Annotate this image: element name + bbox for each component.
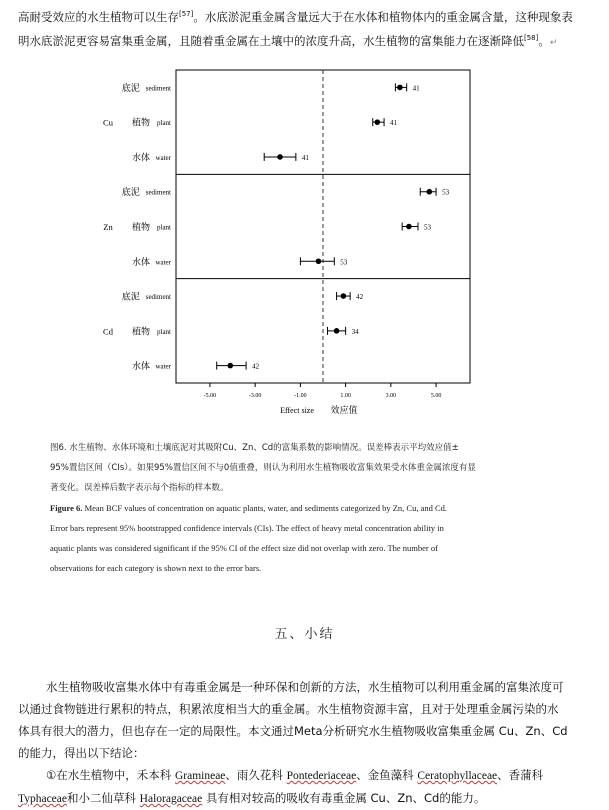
- effect-point: [426, 189, 432, 195]
- figure-caption-cn: [50, 438, 550, 498]
- body-paragraph-1-cont: [18, 698, 590, 764]
- row-label-en: sediment: [145, 188, 171, 197]
- row-label-en: plant: [157, 119, 171, 128]
- sample-size-label: 41: [412, 84, 420, 93]
- effect-point: [277, 154, 283, 160]
- row-label-cn: 植物: [131, 118, 150, 129]
- effect-point: [341, 293, 347, 299]
- x-axis-label: Effect size: [280, 406, 314, 415]
- caption-cn-line-2: 95%置信区间（CIs）。如果95%置信区间不与0值重叠，则认为利用水生植物吸收富集效果受水体重金属浓度有显: [50, 463, 476, 473]
- row-label-cn: 底泥: [121, 188, 140, 199]
- effect-point: [316, 258, 322, 264]
- sample-size-label: 53: [340, 258, 348, 267]
- figure-label: Figure 6.: [50, 503, 83, 513]
- row-label-cn: 植物: [131, 223, 150, 233]
- x-tick-label: -3.00: [248, 393, 262, 399]
- body-p1-line-1: 水生植物吸收富集水体中有毒重金属是一种环保和创新的方法，水生植物可以利用重金属的富集浓度可: [46, 680, 564, 694]
- sample-size-label: 53: [442, 188, 450, 197]
- effect-point: [406, 224, 412, 230]
- row-label-en: plant: [157, 223, 171, 232]
- top-line-1: 高耐受效应的水生植物可以生存[57]。水底淤泥重金属含量远大于在水体和植物体内的重金属含量，这种现象表: [18, 9, 573, 24]
- row-label-cn: 底泥: [121, 83, 140, 94]
- sample-size-label: 34: [351, 327, 359, 336]
- x-axis-label-cn: 效应值: [330, 406, 358, 416]
- effect-point: [374, 119, 380, 125]
- x-tick-label: 1.00: [340, 393, 351, 399]
- row-label-en: sediment: [145, 84, 171, 93]
- top-line-2: 明水底淤泥更容易富集重金属，且随着重金属在土壤中的浓度升高，水生植物的富集能力在逐渐降低[58]。↵: [18, 33, 558, 48]
- body-p2-line-1: ①在水生植物中，禾本科 Gramineae、雨久花科 Pontederiaceae、金鱼藻科 Ceratophyllaceae、香蒲科: [46, 768, 544, 782]
- row-label-en: water: [155, 258, 171, 267]
- caption-en-line-4: observations for each category is shown next to the error bars.: [50, 563, 262, 573]
- x-tick-label: -1.00: [294, 393, 307, 399]
- body-paragraph-1: [18, 676, 590, 698]
- row-label-cn: 水体: [131, 257, 150, 268]
- metal-label: Cd: [103, 326, 113, 337]
- row-label-en: plant: [157, 327, 171, 336]
- caption-en-line-2: Error bars represent 95% bootstrapped confidence intervals (CIs). The effect of heavy metal concentration ability in: [50, 523, 444, 533]
- row-label-cn: 水体: [131, 153, 150, 164]
- effect-point: [334, 328, 340, 334]
- sample-size-label: 41: [301, 153, 309, 162]
- body-p1-line-3: 体具有很大的潜力，但也存在一定的局限性。本文通过Meta分析研究水生植物吸收富集重金属 Cu、Zn、Cd: [18, 724, 568, 738]
- caption-en-line-1: Figure 6. Mean BCF values of concentration on aquatic plants, water, and sediments categorized by Zn, Cu, and Cd.: [50, 503, 448, 513]
- row-label-cn: 底泥: [121, 292, 140, 303]
- row-label-cn: 植物: [131, 327, 150, 338]
- row-label-cn: 水体: [131, 362, 150, 373]
- sample-size-label: 42: [252, 362, 260, 371]
- row-label-en: water: [155, 362, 171, 371]
- row-label-en: water: [155, 153, 171, 162]
- row-label-en: sediment: [145, 293, 171, 302]
- sample-size-label: 42: [356, 293, 364, 302]
- x-tick-label: 3.00: [385, 393, 397, 399]
- caption-cn-line-1: 图6. 水生植物、水体环境和土壤底泥对其吸附Cu、Zn、Cd的富集系数的影响情况。误差棒表示平均效应值±: [50, 443, 459, 453]
- caption-cn-line-3: 著变化。误差棒后数字表示每个指标的样本数。: [50, 483, 229, 493]
- figure-caption-en: [50, 498, 550, 578]
- body-p1-line-4: 的能力，得出以下结论：: [18, 746, 145, 760]
- body-p2-line-2: Typhaceae和小二仙草科 Haloragaceae 具有相对较高的吸收有毒重金属 Cu、Zn、Cd的能力。: [18, 791, 486, 805]
- sample-size-label: 41: [390, 119, 398, 128]
- body-p1-line-2: 以通过食物链进行累积的特点，积累浓度相当大的重金属。水生植物资源丰富，且对于处理重金属污染的水: [18, 702, 559, 716]
- sample-size-label: 53: [423, 223, 431, 232]
- section-heading: 五、小结: [274, 627, 335, 642]
- effect-point: [227, 363, 233, 369]
- x-tick-label: -5.00: [203, 393, 217, 399]
- effect-point: [397, 85, 403, 91]
- caption-en-line-3: aquatic plants was considered significant if the 95% CI of the effect size did not overlap with zero. The number of: [50, 543, 438, 553]
- body-paragraph-2: [18, 764, 590, 810]
- metal-label: Zn: [103, 222, 113, 232]
- metal-label: Cu: [103, 117, 113, 128]
- x-tick-label: 5.00: [430, 393, 442, 399]
